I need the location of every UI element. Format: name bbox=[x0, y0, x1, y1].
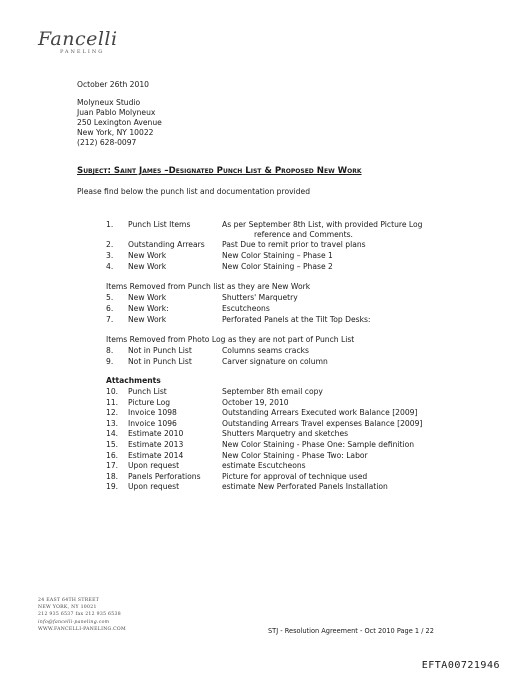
item-title: Not in Punch List bbox=[128, 357, 192, 366]
item-number: 18. bbox=[106, 471, 119, 481]
item-title: New Work bbox=[128, 293, 167, 302]
address-line: Molyneux Studio bbox=[77, 98, 141, 107]
item-title: Estimate 2010 bbox=[128, 429, 184, 439]
letterhead-logo bbox=[38, 28, 118, 55]
item-title: Punch List bbox=[128, 387, 167, 396]
item-title: Estimate 2013 bbox=[128, 440, 184, 449]
item-number: 12. bbox=[106, 408, 119, 418]
logo-name: Fancelli bbox=[38, 28, 118, 50]
item-number: 1. bbox=[106, 220, 114, 229]
item-number: 19. bbox=[106, 482, 119, 492]
item-description: New Color Staining – Phase 1 bbox=[222, 251, 333, 260]
item-number: 7. bbox=[106, 315, 114, 324]
item-number: 8. bbox=[106, 346, 114, 355]
address-line: Juan Pablo Molyneux bbox=[77, 108, 156, 117]
footer-line: 212 935 6537 fax 212 935 6538 bbox=[38, 612, 121, 618]
footer-line: info@fancelli-paneling.com bbox=[38, 619, 110, 625]
item-number: 10. bbox=[106, 387, 119, 396]
item-description: Shutters' Marquetry bbox=[222, 293, 298, 302]
item-number: 4. bbox=[106, 262, 114, 271]
item-description: New Color Staining - Phase Two: Labor bbox=[222, 450, 368, 460]
item-title: Invoice 1096 bbox=[128, 418, 177, 428]
address-line: 250 Lexington Avenue bbox=[77, 118, 162, 127]
item-title: Punch List Items bbox=[128, 220, 191, 229]
item-description: September 8th email copy bbox=[222, 387, 323, 396]
item-number: 17. bbox=[106, 461, 119, 471]
bates-stamp: EFTA00721946 bbox=[421, 660, 500, 671]
item-description: Carver signature on column bbox=[222, 357, 328, 366]
item-description: Past Due to remit prior to travel plans bbox=[222, 240, 366, 249]
item-description: Escutcheons bbox=[222, 304, 270, 313]
footer-address bbox=[38, 597, 126, 633]
item-description: Outstanding Arrears Travel expenses Balance [2009] bbox=[222, 418, 423, 428]
logo-subtitle: PANELING bbox=[60, 49, 105, 55]
item-title: New Work: bbox=[128, 304, 169, 313]
item-number: 16. bbox=[106, 450, 119, 460]
item-description: Columns seams cracks bbox=[222, 346, 309, 355]
item-title: Panels Perforations bbox=[128, 471, 201, 481]
item-title: New Work bbox=[128, 315, 167, 324]
footer-line: NEW YORK, NY 10021 bbox=[38, 605, 97, 611]
item-description: Shutters Marquetry and sketches bbox=[222, 429, 349, 439]
footer-line: 24 EAST 64TH STREET bbox=[38, 598, 100, 603]
address-line: New York, NY 10022 bbox=[77, 128, 154, 137]
section-heading: Items Removed from Photo Log as they are not part of Punch List bbox=[106, 335, 355, 344]
item-number: 2. bbox=[106, 240, 114, 249]
item-description: Perforated Panels at the Tilt Top Desks: bbox=[222, 315, 371, 324]
section-heading: Items Removed from Punch list as they are New Work bbox=[106, 282, 311, 291]
item-number: 9. bbox=[106, 357, 114, 366]
item-title: Picture Log bbox=[128, 397, 171, 407]
intro-text: Please find below the punch list and documentation provided bbox=[77, 187, 311, 196]
recipient-address bbox=[77, 98, 162, 148]
item-number: 14. bbox=[106, 429, 119, 439]
item-number: 6. bbox=[106, 304, 114, 313]
attachments-heading: Attachments bbox=[106, 376, 161, 385]
item-description: October 19, 2010 bbox=[222, 397, 289, 407]
address-line: (212) 628-0097 bbox=[77, 138, 137, 147]
item-title: Upon request bbox=[128, 482, 180, 492]
item-title: Invoice 1098 bbox=[128, 408, 177, 418]
letter-date: October 26th 2010 bbox=[77, 80, 149, 89]
item-title: Estimate 2014 bbox=[128, 450, 184, 460]
item-description: New Color Staining - Phase One: Sample definition bbox=[222, 440, 415, 449]
item-title: Upon request bbox=[128, 461, 180, 471]
item-title: New Work bbox=[128, 262, 167, 271]
footer-line: WWW.FANCELLI-PANELING.COM bbox=[38, 626, 126, 632]
item-description: As per September 8th List, with provided Picture Log bbox=[222, 220, 423, 229]
item-number: 11. bbox=[106, 397, 119, 407]
item-title: Outstanding Arrears bbox=[128, 240, 205, 249]
item-description: Outstanding Arrears Executed work Balance [2009] bbox=[222, 408, 418, 418]
item-description: Picture for approval of technique used bbox=[222, 471, 368, 481]
footer-page-info: STJ - Resolution Agreement - Oct 2010 Page 1 / 22 bbox=[268, 627, 434, 635]
item-description: estimate Escutcheons bbox=[222, 461, 306, 471]
item-description-continued: reference and Comments. bbox=[254, 230, 353, 239]
item-number: 13. bbox=[106, 418, 119, 428]
item-description: estimate New Perforated Panels Installation bbox=[222, 482, 388, 492]
item-number: 15. bbox=[106, 440, 119, 449]
item-title: Not in Punch List bbox=[128, 346, 192, 355]
item-number: 3. bbox=[106, 251, 114, 260]
item-title: New Work bbox=[128, 251, 167, 260]
item-number: 5. bbox=[106, 293, 114, 302]
subject-line: Subject: Saint James –Designated Punch List & Proposed New Work bbox=[77, 166, 362, 176]
item-description: New Color Staining – Phase 2 bbox=[222, 262, 333, 271]
